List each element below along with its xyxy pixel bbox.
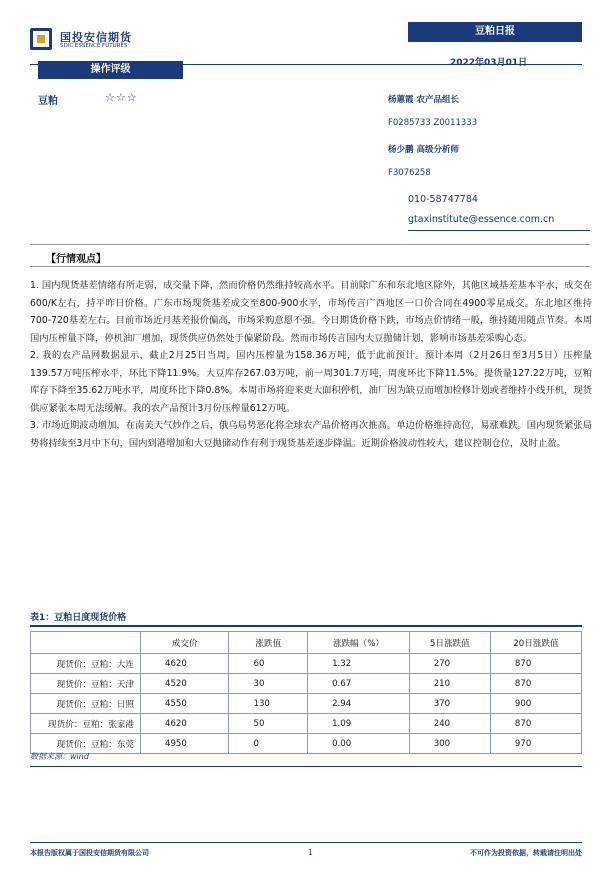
table-cell: 900 [490, 694, 581, 714]
table-cell: 370 [409, 694, 490, 714]
analyst-1-id: F0285733 Z0011333 [388, 118, 478, 128]
spot-price-table [30, 631, 582, 754]
table-cell: 1.09 [308, 714, 410, 734]
table-cell: 4620 [141, 654, 229, 674]
table-cell: 210 [409, 674, 490, 694]
table-header-cell: 5日涨跌值 [409, 632, 490, 654]
rating-stars-icon: ☆☆☆ [105, 91, 138, 104]
table-title: 表1：豆粕日度现货价格 [30, 613, 127, 623]
analyst-1-name: 杨蕙霞 农产品组长 [388, 95, 459, 105]
table-header-cell: 成交价 [141, 632, 229, 654]
paragraph-1: 1. 国内现货基差情绪有所走弱，成交量下降，然而价格仍然维持较高水平。目前除广东和东北地区除外，其他区域基差基本平水，成交在600/K左右，持平昨日价格。广东市场现货基差成交至800-900水平，市场传言广西地区一口价合同在4900零星成交。东北地区维持700-720基差左右。目前市场近月基差报价偏高，市场采购意愿不强。今日期货价格下跌，市场点价情绪一般，维持随用随点节奏。本周国内压榨量下降，停机油厂增加，现货供应仍然处于偏紧阶段。然而市场传言国内大豆抛储计划，影响市场基差采购心态。 [30, 280, 592, 344]
table-header-cell [31, 632, 141, 654]
contact-email[interactable]: gtaxinstitute@essence.com.cn [408, 214, 555, 225]
logo-name-en: SDIC ESSENCE FUTURES [60, 43, 128, 49]
table-row [31, 734, 582, 754]
table-cell: 870 [490, 674, 581, 694]
report-date: 2022年03月01日 [450, 58, 528, 68]
paragraph-3: 3. 市场近期波动增加，在南美天气炒作之后，俄乌局势恶化将全球农产品价格再次推高。单边价格维持高位，易涨难跌。国内现货紧张局势将持续至3月中下旬，国内到港增加和大豆抛储动作有利于现货基差逐步降温。近期价格波动性较大，建议控制仓位，及时止盈。 [30, 420, 592, 449]
paragraph-2: 2. 我的农产品网数据显示，截止2月25日当周，国内压榨量为158.36万吨，低于此前预计。预计本周（2月26日至3月5日）压榨量139.57万吨压榨水平，环比下降11.9%。大豆库存267.03万吨，前一周301.7万吨，周度环比下降11.5%。提货量127.22万吨，豆粕库存下降至35.62万吨水平，周度环比下降0.8%。本周市场将迎来更大面积停机，油厂因为缺豆而增加检修计划或者维持小线开机，现货供应紧张本周无法缓解。我的农产品预计3月份压榨量612万吨。 [30, 350, 592, 414]
analyst-2-id: F3076258 [388, 168, 431, 178]
section-title: 【行情观点】 [46, 254, 106, 265]
table-cell: 2.94 [308, 694, 410, 714]
report-type-banner: 豆粕日报 [408, 22, 582, 42]
table-cell: 60 [229, 654, 308, 674]
table-cell: 870 [490, 654, 581, 674]
market-view-text [30, 277, 592, 452]
rating-banner: 操作评级 [38, 61, 183, 79]
table-cell: 4620 [141, 714, 229, 734]
table-cell: 现货价：豆粕：张家港 [31, 714, 141, 734]
analyst-2-name: 杨少鹏 高级分析师 [388, 145, 459, 155]
table-header-cell: 涨跌值 [229, 632, 308, 654]
data-source: 数据来源：wind [30, 752, 89, 761]
table-header-cell: 20日涨跌值 [490, 632, 581, 654]
table-header-row [31, 632, 582, 654]
footer-disclaimer: 不可作为投资依据，转载请注明出处 [470, 849, 582, 857]
table-row [31, 694, 582, 714]
table-cell: 270 [409, 654, 490, 674]
table-header-cell: 涨跌幅（%） [308, 632, 410, 654]
table-cell: 240 [409, 714, 490, 734]
table-cell: 0.00 [308, 734, 410, 754]
table-cell: 0.67 [308, 674, 410, 694]
table-cell: 4950 [141, 734, 229, 754]
table-cell: 0 [229, 734, 308, 754]
contact-phone: 010-58747784 [408, 194, 478, 205]
table-row [31, 654, 582, 674]
table-cell: 现货价：豆粕：日照 [31, 694, 141, 714]
company-logo [30, 28, 180, 56]
logo-name-cn: 国投安信期货 [60, 31, 132, 44]
table-rule [30, 625, 582, 627]
table-row [31, 674, 582, 694]
table-cell: 1.32 [308, 654, 410, 674]
product-name: 豆粕 [38, 96, 58, 107]
table-cell: 970 [490, 734, 581, 754]
footer-divider [30, 842, 582, 843]
table-cell: 4520 [141, 674, 229, 694]
table-cell: 30 [229, 674, 308, 694]
table-cell: 现货价：豆粕：天津 [31, 674, 141, 694]
table-cell: 50 [229, 714, 308, 734]
footer-copyright: 本报告版权属于国投安信期货有限公司 [30, 849, 149, 857]
page-number: 1 [308, 848, 313, 857]
table-cell: 130 [229, 694, 308, 714]
table-cell: 现货价：豆粕：大连 [31, 654, 141, 674]
table-cell: 870 [490, 714, 581, 734]
table-cell: 300 [409, 734, 490, 754]
logo-mark-icon [30, 28, 52, 50]
contact-divider [408, 230, 590, 231]
table-cell: 4550 [141, 694, 229, 714]
table-cell: 现货价：豆粕：东莞 [31, 734, 141, 754]
table-row [31, 714, 582, 734]
section-divider-bottom [30, 266, 590, 267]
section-divider-top [30, 244, 590, 245]
source-divider [30, 766, 582, 767]
